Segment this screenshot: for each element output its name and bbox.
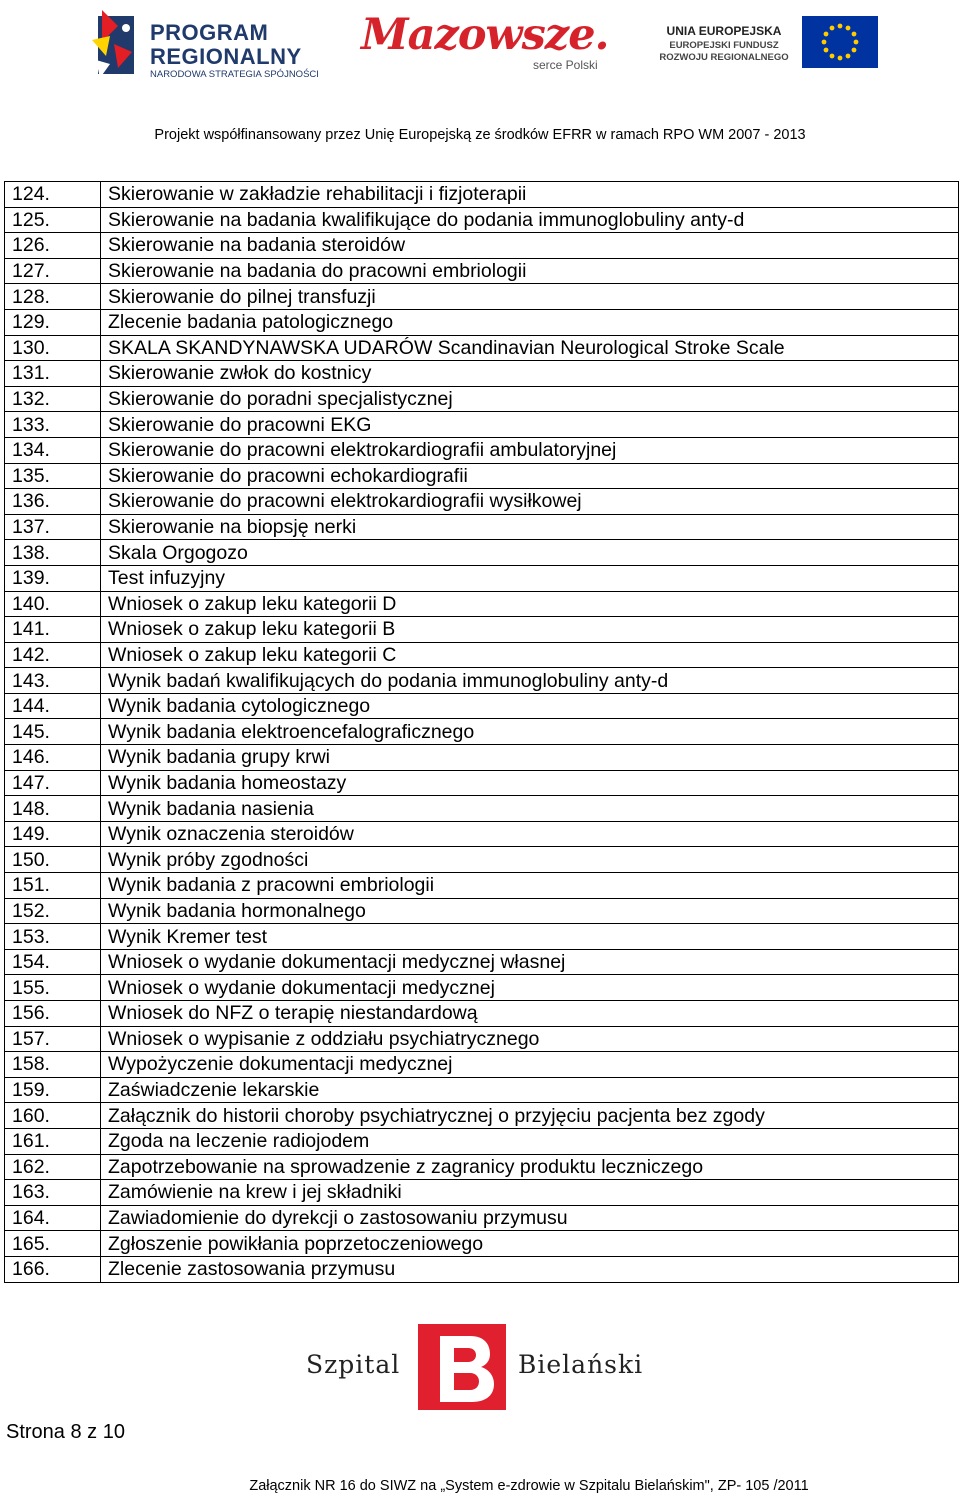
row-number: 143. [5, 668, 101, 694]
document-name: Wynik badań kwalifikujących do podania immunoglobuliny anty-d [101, 668, 959, 694]
document-list-body [5, 182, 959, 1283]
row-number: 130. [5, 335, 101, 361]
document-name: SKALA SKANDYNAWSKA UDARÓW Scandinavian Neurological Stroke Scale [101, 335, 959, 361]
program-regionalny-logo [88, 6, 328, 80]
table-row [5, 821, 959, 847]
document-name: Skierowanie do pracowni EKG [101, 412, 959, 438]
document-name: Wynik badania elektroencefalograficznego [101, 719, 959, 745]
row-number: 161. [5, 1128, 101, 1154]
table-row [5, 617, 959, 643]
table-row [5, 847, 959, 873]
hospital-logo-left-word: Szpital [306, 1350, 401, 1379]
document-name: Wniosek o wydanie dokumentacji medycznej własnej [101, 949, 959, 975]
document-name: Skierowanie do pracowni echokardiografii [101, 463, 959, 489]
table-row [5, 949, 959, 975]
document-name: Zamówienie na krew i jej składniki [101, 1180, 959, 1206]
row-number: 146. [5, 745, 101, 771]
row-number: 150. [5, 847, 101, 873]
table-row [5, 1231, 959, 1257]
document-name: Skierowanie na badania kwalifikujące do podania immunoglobuliny anty-d [101, 207, 959, 233]
program-regionalny-mark-icon [88, 6, 146, 80]
hospital-logo-right-word: Bielański [518, 1350, 644, 1379]
project-cofinancing-line: Projekt współfinansowany przez Unię Europejską ze środków EFRR w ramach RPO WM 2007 - 2013 [154, 127, 806, 143]
table-row [5, 437, 959, 463]
table-row [5, 873, 959, 899]
table-row [5, 642, 959, 668]
row-number: 164. [5, 1205, 101, 1231]
table-row [5, 335, 959, 361]
row-number: 144. [5, 693, 101, 719]
row-number: 125. [5, 207, 101, 233]
row-number: 135. [5, 463, 101, 489]
document-name: Wniosek o zakup leku kategorii D [101, 591, 959, 617]
table-row [5, 258, 959, 284]
table-row [5, 924, 959, 950]
table-row [5, 412, 959, 438]
document-name: Wynik badania z pracowni embriologii [101, 873, 959, 899]
table-row [5, 1128, 959, 1154]
document-name: Wniosek o zakup leku kategorii B [101, 617, 959, 643]
table-row [5, 1026, 959, 1052]
row-number: 155. [5, 975, 101, 1001]
table-row [5, 514, 959, 540]
row-number: 133. [5, 412, 101, 438]
document-name: Wynik badania hormonalnego [101, 898, 959, 924]
row-number: 134. [5, 437, 101, 463]
eu-logo-line3: ROZWOJU REGIONALNEGO [659, 52, 789, 63]
table-row [5, 1077, 959, 1103]
document-name: Zapotrzebowanie na sprowadzenie z zagranicy produktu leczniczego [101, 1154, 959, 1180]
document-name: Skierowanie na biopsję nerki [101, 514, 959, 540]
document-name: Zawiadomienie do dyrekcji o zastosowaniu przymusu [101, 1205, 959, 1231]
eu-logo-line2: EUROPEJSKI FUNDUSZ [669, 40, 779, 51]
row-number: 131. [5, 361, 101, 387]
row-number: 156. [5, 1001, 101, 1027]
document-name: Zgłoszenie powikłania poprzetoczeniowego [101, 1231, 959, 1257]
row-number: 127. [5, 258, 101, 284]
document-name: Zaświadczenie lekarskie [101, 1077, 959, 1103]
table-row [5, 719, 959, 745]
document-name: Wniosek o zakup leku kategorii C [101, 642, 959, 668]
row-number: 157. [5, 1026, 101, 1052]
row-number: 128. [5, 284, 101, 310]
document-name: Skierowanie na badania steroidów [101, 233, 959, 259]
row-number: 147. [5, 770, 101, 796]
table-row [5, 1052, 959, 1078]
document-name: Wniosek o wydanie dokumentacji medycznej [101, 975, 959, 1001]
document-name: Test infuzyjny [101, 565, 959, 591]
table-row [5, 1256, 959, 1282]
table-row [5, 975, 959, 1001]
row-number: 160. [5, 1103, 101, 1129]
row-number: 126. [5, 233, 101, 259]
document-name: Załącznik do historii choroby psychiatrycznej o przyjęciu pacjenta bez zgody [101, 1103, 959, 1129]
row-number: 163. [5, 1180, 101, 1206]
table-row [5, 565, 959, 591]
document-name: Wynik badania cytologicznego [101, 693, 959, 719]
table-row [5, 233, 959, 259]
table-row [5, 309, 959, 335]
document-name: Skierowanie do pilnej transfuzji [101, 284, 959, 310]
document-name: Zlecenie zastosowania przymusu [101, 1256, 959, 1282]
table-row [5, 770, 959, 796]
document-name: Wynik oznaczenia steroidów [101, 821, 959, 847]
table-row [5, 745, 959, 771]
table-row [5, 361, 959, 387]
row-number: 139. [5, 565, 101, 591]
document-name: Zlecenie badania patologicznego [101, 309, 959, 335]
table-row [5, 1154, 959, 1180]
row-number: 166. [5, 1256, 101, 1282]
document-name: Skierowanie do pracowni elektrokardiografii ambulatoryjnej [101, 437, 959, 463]
document-name: Skierowanie do poradni specjalistycznej [101, 386, 959, 412]
table-row [5, 591, 959, 617]
row-number: 149. [5, 821, 101, 847]
row-number: 153. [5, 924, 101, 950]
row-number: 148. [5, 796, 101, 822]
table-row [5, 898, 959, 924]
table-row [5, 207, 959, 233]
table-row [5, 540, 959, 566]
document-list-table [4, 181, 959, 1283]
document-name: Zgoda na leczenie radiojodem [101, 1128, 959, 1154]
table-row [5, 1180, 959, 1206]
program-logo-line2: REGIONALNY [150, 44, 302, 69]
table-row [5, 463, 959, 489]
row-number: 162. [5, 1154, 101, 1180]
row-number: 136. [5, 489, 101, 515]
row-number: 152. [5, 898, 101, 924]
eu-logo [652, 14, 878, 70]
row-number: 154. [5, 949, 101, 975]
mazowsze-logo-tagline: serce Polski [533, 58, 598, 72]
row-number: 129. [5, 309, 101, 335]
attachment-footer-line: Załącznik NR 16 do SIWZ na „System e-zdrowie w Szpitalu Bielańskim", ZP- 105 /2011 [249, 1478, 809, 1494]
table-row [5, 796, 959, 822]
row-number: 132. [5, 386, 101, 412]
document-name: Skierowanie do pracowni elektrokardiografii wysiłkowej [101, 489, 959, 515]
table-row [5, 284, 959, 310]
document-name: Wynik badania grupy krwi [101, 745, 959, 771]
table-row [5, 668, 959, 694]
row-number: 124. [5, 182, 101, 208]
table-row [5, 489, 959, 515]
row-number: 159. [5, 1077, 101, 1103]
document-name: Wynik badania nasienia [101, 796, 959, 822]
page-number: Strona 8 z 10 [6, 1421, 125, 1443]
document-name: Wniosek o wypisanie z oddziału psychiatrycznego [101, 1026, 959, 1052]
mazowsze-logo-name: Mazowsze. [361, 10, 609, 60]
document-name: Wynik próby zgodności [101, 847, 959, 873]
row-number: 145. [5, 719, 101, 745]
row-number: 165. [5, 1231, 101, 1257]
table-row [5, 386, 959, 412]
row-number: 158. [5, 1052, 101, 1078]
header-logo-bar [0, 0, 960, 90]
table-row [5, 182, 959, 208]
row-number: 140. [5, 591, 101, 617]
document-name: Skala Orgogozo [101, 540, 959, 566]
row-number: 142. [5, 642, 101, 668]
program-logo-line3: NARODOWA STRATEGIA SPÓJNOŚCI [150, 69, 319, 80]
table-row [5, 1001, 959, 1027]
document-name: Skierowanie zwłok do kostnicy [101, 361, 959, 387]
table-row [5, 1205, 959, 1231]
szpital-bielanski-b-mark-icon [418, 1324, 506, 1410]
eu-logo-line1: UNIA EUROPEJSKA [666, 24, 782, 38]
row-number: 138. [5, 540, 101, 566]
eu-flag-icon [802, 16, 878, 68]
row-number: 141. [5, 617, 101, 643]
document-name: Wynik Kremer test [101, 924, 959, 950]
row-number: 151. [5, 873, 101, 899]
document-name: Wynik badania homeostazy [101, 770, 959, 796]
document-name: Wniosek do NFZ o terapię niestandardową [101, 1001, 959, 1027]
mazowsze-logo [355, 6, 625, 76]
table-row [5, 693, 959, 719]
row-number: 137. [5, 514, 101, 540]
document-name: Skierowanie na badania do pracowni embriologii [101, 258, 959, 284]
document-name: Skierowanie w zakładzie rehabilitacji i fizjoterapii [101, 182, 959, 208]
program-logo-line1: PROGRAM [150, 20, 269, 45]
szpital-bielanski-logo [300, 1322, 660, 1412]
table-row [5, 1103, 959, 1129]
document-name: Wypożyczenie dokumentacji medycznej [101, 1052, 959, 1078]
